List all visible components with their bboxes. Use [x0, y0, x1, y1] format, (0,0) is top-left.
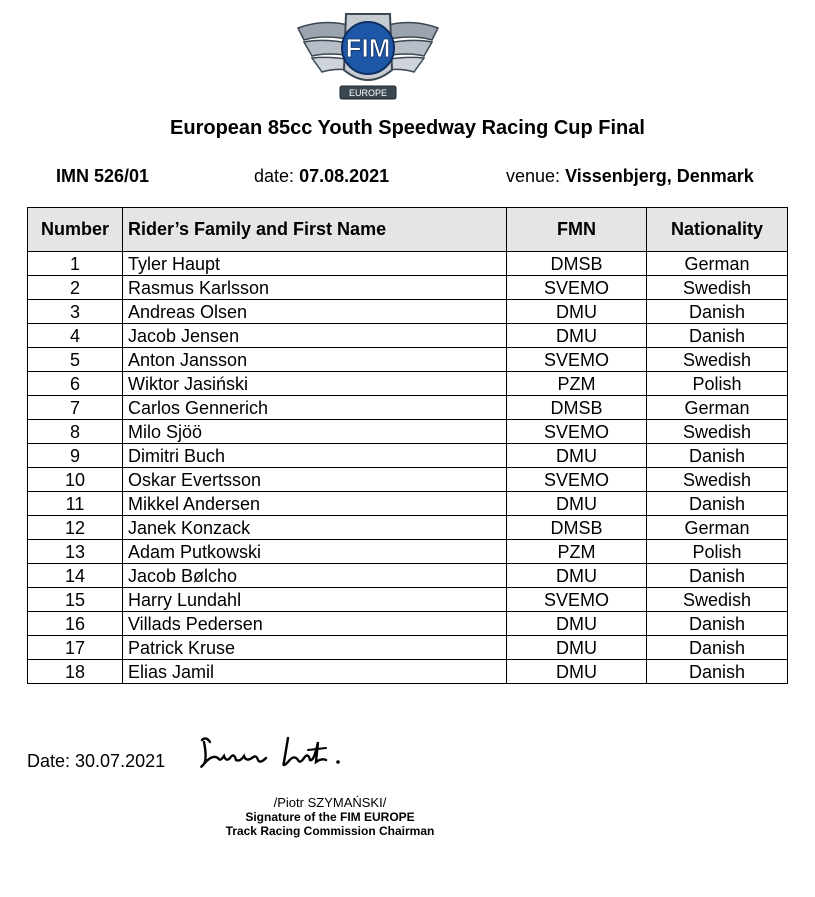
- event-date: [254, 166, 389, 187]
- table-row: [28, 564, 788, 588]
- rider-fmn: DMSB: [507, 252, 647, 276]
- rider-name: Oskar Evertsson: [123, 468, 507, 492]
- table-row: [28, 324, 788, 348]
- rider-fmn: SVEMO: [507, 348, 647, 372]
- rider-name: Milo Sjöö: [123, 420, 507, 444]
- rider-nationality: Danish: [647, 564, 788, 588]
- rider-name: Harry Lundahl: [123, 588, 507, 612]
- rider-fmn: DMU: [507, 564, 647, 588]
- rider-number: 14: [28, 564, 123, 588]
- rider-fmn: DMSB: [507, 516, 647, 540]
- signer-title-line2: Track Racing Commission Chairman: [225, 824, 435, 838]
- column-header-nationality: Nationality: [647, 208, 788, 252]
- rider-fmn: PZM: [507, 372, 647, 396]
- rider-name: Dimitri Buch: [123, 444, 507, 468]
- table-row: [28, 420, 788, 444]
- imn-number: IMN 526/01: [56, 166, 150, 186]
- rider-fmn: DMSB: [507, 396, 647, 420]
- rider-nationality: Swedish: [647, 348, 788, 372]
- rider-nationality: German: [647, 396, 788, 420]
- signer-title-line1: Signature of the FIM EUROPE: [245, 810, 415, 824]
- event-venue: [506, 166, 754, 187]
- rider-name: Patrick Kruse: [123, 636, 507, 660]
- rider-fmn: DMU: [507, 636, 647, 660]
- rider-nationality: Swedish: [647, 420, 788, 444]
- rider-fmn: PZM: [507, 540, 647, 564]
- table-body: [28, 252, 788, 684]
- rider-nationality: Swedish: [647, 276, 788, 300]
- page-title: European 85cc Youth Speedway Racing Cup Final: [170, 117, 645, 139]
- event-venue-value: Vissenbjerg, Denmark: [565, 166, 754, 186]
- table-row: [28, 300, 788, 324]
- rider-number: 15: [28, 588, 123, 612]
- table-row: [28, 660, 788, 684]
- fim-europe-logo: [294, 10, 442, 102]
- table-header-row: [28, 208, 788, 252]
- rider-name: Wiktor Jasiński: [123, 372, 507, 396]
- table-row: [28, 612, 788, 636]
- rider-fmn: DMU: [507, 444, 647, 468]
- rider-fmn: DMU: [507, 324, 647, 348]
- rider-fmn: SVEMO: [507, 276, 647, 300]
- rider-name: Jacob Jensen: [123, 324, 507, 348]
- table-row: [28, 492, 788, 516]
- rider-name: Andreas Olsen: [123, 300, 507, 324]
- handwritten-signature: [196, 732, 346, 774]
- table-row: [28, 540, 788, 564]
- rider-number: 4: [28, 324, 123, 348]
- rider-name: Janek Konzack: [123, 516, 507, 540]
- table-row: [28, 516, 788, 540]
- rider-number: 13: [28, 540, 123, 564]
- rider-number: 5: [28, 348, 123, 372]
- rider-nationality: Danish: [647, 492, 788, 516]
- rider-name: Tyler Haupt: [123, 252, 507, 276]
- rider-number: 17: [28, 636, 123, 660]
- rider-name: Jacob Bølcho: [123, 564, 507, 588]
- rider-nationality: Danish: [647, 612, 788, 636]
- rider-nationality: Swedish: [647, 468, 788, 492]
- signer-name: /Piotr SZYMAŃSKI/: [273, 795, 387, 810]
- rider-number: 8: [28, 420, 123, 444]
- logo-text: FIM: [345, 33, 391, 63]
- rider-number: 12: [28, 516, 123, 540]
- table-row: [28, 252, 788, 276]
- rider-nationality: Danish: [647, 444, 788, 468]
- table-row: [28, 588, 788, 612]
- rider-number: 9: [28, 444, 123, 468]
- rider-name: Carlos Gennerich: [123, 396, 507, 420]
- rider-name: Mikkel Andersen: [123, 492, 507, 516]
- rider-name: Anton Jansson: [123, 348, 507, 372]
- table-row: [28, 372, 788, 396]
- column-header-name: Rider’s Family and First Name: [123, 208, 507, 252]
- rider-number: 2: [28, 276, 123, 300]
- rider-fmn: SVEMO: [507, 588, 647, 612]
- rider-nationality: Danish: [647, 660, 788, 684]
- rider-fmn: DMU: [507, 612, 647, 636]
- rider-number: 6: [28, 372, 123, 396]
- table-row: [28, 468, 788, 492]
- rider-fmn: SVEMO: [507, 420, 647, 444]
- riders-table: [27, 207, 788, 684]
- signature-block: [190, 795, 470, 838]
- rider-number: 11: [28, 492, 123, 516]
- logo-subtext: EUROPE: [348, 88, 388, 98]
- event-date-label: date:: [254, 166, 295, 186]
- rider-fmn: DMU: [507, 492, 647, 516]
- table-row: [28, 396, 788, 420]
- rider-nationality: Polish: [647, 372, 788, 396]
- rider-number: 7: [28, 396, 123, 420]
- rider-nationality: Polish: [647, 540, 788, 564]
- table-row: [28, 444, 788, 468]
- rider-number: 10: [28, 468, 123, 492]
- rider-number: 16: [28, 612, 123, 636]
- rider-nationality: Danish: [647, 324, 788, 348]
- rider-nationality: Danish: [647, 636, 788, 660]
- rider-nationality: German: [647, 252, 788, 276]
- rider-nationality: German: [647, 516, 788, 540]
- rider-nationality: Swedish: [647, 588, 788, 612]
- rider-number: 18: [28, 660, 123, 684]
- rider-fmn: DMU: [507, 300, 647, 324]
- event-date-value: 07.08.2021: [299, 166, 390, 186]
- rider-nationality: Danish: [647, 300, 788, 324]
- signature-date: Date: 30.07.2021: [27, 751, 166, 771]
- rider-name: Rasmus Karlsson: [123, 276, 507, 300]
- rider-number: 3: [28, 300, 123, 324]
- rider-fmn: SVEMO: [507, 468, 647, 492]
- table-row: [28, 636, 788, 660]
- rider-name: Villads Pedersen: [123, 612, 507, 636]
- event-venue-label: venue:: [506, 166, 561, 186]
- table-row: [28, 276, 788, 300]
- column-header-number: Number: [28, 208, 123, 252]
- column-header-fmn: FMN: [507, 208, 647, 252]
- table-row: [28, 348, 788, 372]
- rider-number: 1: [28, 252, 123, 276]
- rider-name: Elias Jamil: [123, 660, 507, 684]
- rider-name: Adam Putkowski: [123, 540, 507, 564]
- rider-fmn: DMU: [507, 660, 647, 684]
